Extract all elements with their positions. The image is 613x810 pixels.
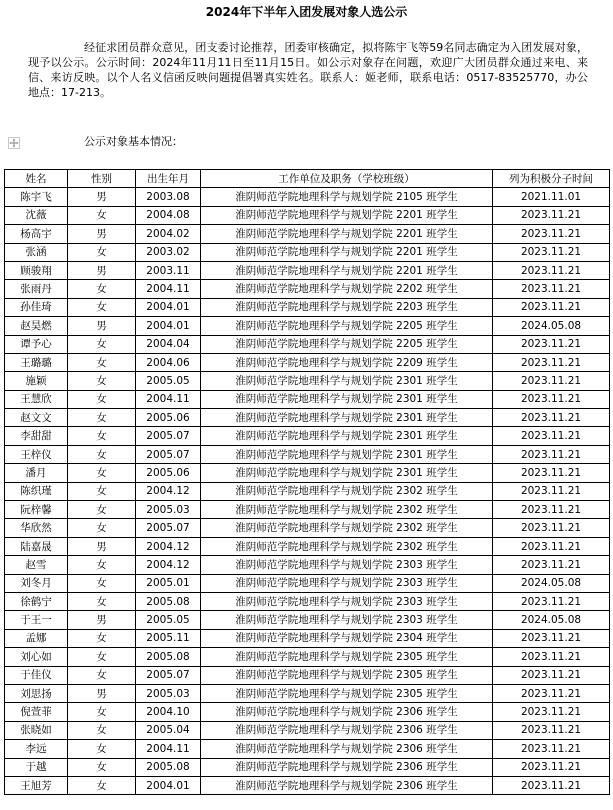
- cell-unit: 淮阴师范学院地理科学与规划学院 2303 班学生: [201, 611, 493, 629]
- cell-birth: 2005.05: [136, 372, 201, 390]
- cell-activist-date: 2023.11.21: [493, 243, 610, 261]
- cell-gender: 男: [68, 317, 136, 335]
- cell-unit: 淮阴师范学院地理科学与规划学院 2306 班学生: [201, 721, 493, 739]
- cell-gender: 女: [68, 574, 136, 592]
- cell-name: 孟娜: [5, 629, 68, 647]
- cell-birth: 2005.04: [136, 721, 201, 739]
- cell-activist-date: 2023.11.21: [493, 261, 610, 279]
- table-row: [5, 758, 610, 776]
- cell-birth: 2004.01: [136, 776, 201, 794]
- cell-activist-date: 2023.11.21: [493, 629, 610, 647]
- table-row: [5, 703, 610, 721]
- table-row: [5, 243, 610, 261]
- table-header-row: [5, 170, 610, 188]
- cell-birth: 2005.06: [136, 464, 201, 482]
- cell-activist-date: 2023.11.21: [493, 684, 610, 702]
- table-row: [5, 740, 610, 758]
- cell-name: 于佳仪: [5, 666, 68, 684]
- cell-activist-date: 2023.11.21: [493, 740, 610, 758]
- table-row: [5, 427, 610, 445]
- cell-birth: 2003.08: [136, 188, 201, 206]
- cell-birth: 2005.01: [136, 574, 201, 592]
- cell-name: 陈织瑾: [5, 482, 68, 500]
- cell-gender: 女: [68, 298, 136, 316]
- cell-unit: 淮阴师范学院地理科学与规划学院 2302 班学生: [201, 501, 493, 519]
- cell-unit: 淮阴师范学院地理科学与规划学院 2303 班学生: [201, 574, 493, 592]
- cell-name: 顾骏翔: [5, 261, 68, 279]
- cell-unit: 淮阴师范学院地理科学与规划学院 2201 班学生: [201, 243, 493, 261]
- cell-unit: 淮阴师范学院地理科学与规划学院 2306 班学生: [201, 740, 493, 758]
- table-row: [5, 592, 610, 610]
- cell-name: 李甜甜: [5, 427, 68, 445]
- cell-activist-date: 2023.11.21: [493, 666, 610, 684]
- table-row: [5, 335, 610, 353]
- cell-birth: 2004.12: [136, 556, 201, 574]
- cell-unit: 淮阴师范学院地理科学与规划学院 2303 班学生: [201, 556, 493, 574]
- cell-birth: 2005.08: [136, 648, 201, 666]
- cell-gender: 女: [68, 206, 136, 224]
- cell-gender: 男: [68, 261, 136, 279]
- cell-activist-date: 2023.11.21: [493, 409, 610, 427]
- cell-activist-date: 2023.11.21: [493, 225, 610, 243]
- cell-activist-date: 2023.11.21: [493, 592, 610, 610]
- cell-activist-date: 2023.11.21: [493, 556, 610, 574]
- cell-unit: 淮阴师范学院地理科学与规划学院 2306 班学生: [201, 758, 493, 776]
- cell-activist-date: 2023.11.21: [493, 298, 610, 316]
- cell-gender: 女: [68, 390, 136, 408]
- cell-activist-date: 2023.11.21: [493, 335, 610, 353]
- table-row: [5, 298, 610, 316]
- cell-gender: 女: [68, 776, 136, 794]
- cell-gender: 女: [68, 335, 136, 353]
- cell-name: 王旭芳: [5, 776, 68, 794]
- cell-birth: 2004.12: [136, 537, 201, 555]
- cell-birth: 2004.11: [136, 280, 201, 298]
- cell-gender: 男: [68, 537, 136, 555]
- table-row: [5, 464, 610, 482]
- cell-name: 王璐璐: [5, 353, 68, 371]
- table-row: [5, 684, 610, 702]
- table-row: [5, 225, 610, 243]
- cell-activist-date: 2021.11.01: [493, 188, 610, 206]
- cell-birth: 2004.04: [136, 335, 201, 353]
- cell-gender: 男: [68, 225, 136, 243]
- cell-name: 刘心如: [5, 648, 68, 666]
- cell-name: 陈宇飞: [5, 188, 68, 206]
- header-birth: 出生年月: [136, 170, 201, 188]
- cell-gender: 女: [68, 445, 136, 463]
- cell-unit: 淮阴师范学院地理科学与规划学院 2306 班学生: [201, 703, 493, 721]
- cell-gender: 男: [68, 684, 136, 702]
- section-heading: 公示对象基本情况：: [84, 135, 183, 148]
- cell-unit: 淮阴师范学院地理科学与规划学院 2306 班学生: [201, 776, 493, 794]
- cell-birth: 2004.12: [136, 482, 201, 500]
- cell-unit: 淮阴师范学院地理科学与规划学院 2201 班学生: [201, 206, 493, 224]
- cell-gender: 男: [68, 611, 136, 629]
- table-row: [5, 574, 610, 592]
- cell-birth: 2005.06: [136, 409, 201, 427]
- cell-activist-date: 2023.11.21: [493, 206, 610, 224]
- cell-unit: 淮阴师范学院地理科学与规划学院 2305 班学生: [201, 684, 493, 702]
- cell-name: 杨高宇: [5, 225, 68, 243]
- cell-birth: 2004.08: [136, 206, 201, 224]
- cell-unit: 淮阴师范学院地理科学与规划学院 2209 班学生: [201, 353, 493, 371]
- cell-unit: 淮阴师范学院地理科学与规划学院 2301 班学生: [201, 427, 493, 445]
- candidates-table: [4, 169, 610, 795]
- cell-activist-date: 2024.05.08: [493, 574, 610, 592]
- cell-birth: 2003.11: [136, 261, 201, 279]
- cell-name: 王慧欣: [5, 390, 68, 408]
- cell-gender: 女: [68, 427, 136, 445]
- header-activist-date: 列为积极分子时间: [493, 170, 610, 188]
- cell-unit: 淮阴师范学院地理科学与规划学院 2301 班学生: [201, 445, 493, 463]
- table-row: [5, 390, 610, 408]
- cell-name: 王梓仪: [5, 445, 68, 463]
- cell-name: 李远: [5, 740, 68, 758]
- cell-name: 赵雪: [5, 556, 68, 574]
- cell-birth: 2004.01: [136, 317, 201, 335]
- cell-unit: 淮阴师范学院地理科学与规划学院 2303 班学生: [201, 592, 493, 610]
- cell-activist-date: 2023.11.21: [493, 427, 610, 445]
- table-row: [5, 188, 610, 206]
- cell-gender: 女: [68, 501, 136, 519]
- cell-activist-date: 2023.11.21: [493, 519, 610, 537]
- table-row: [5, 353, 610, 371]
- cell-birth: 2005.07: [136, 427, 201, 445]
- cell-unit: 淮阴师范学院地理科学与规划学院 2203 班学生: [201, 298, 493, 316]
- cell-gender: 女: [68, 280, 136, 298]
- table-row: [5, 776, 610, 794]
- table-row: [5, 445, 610, 463]
- table-row: [5, 409, 610, 427]
- cell-birth: 2004.02: [136, 225, 201, 243]
- table-anchor-icon: [8, 137, 20, 149]
- table-row: [5, 482, 610, 500]
- table-row: [5, 501, 610, 519]
- cell-name: 刘冬月: [5, 574, 68, 592]
- cell-unit: 淮阴师范学院地理科学与规划学院 2302 班学生: [201, 537, 493, 555]
- cell-activist-date: 2023.11.21: [493, 721, 610, 739]
- cell-activist-date: 2024.05.08: [493, 317, 610, 335]
- table-row: [5, 629, 610, 647]
- table-row: [5, 206, 610, 224]
- cell-name: 徐鹤宁: [5, 592, 68, 610]
- cell-birth: 2005.07: [136, 519, 201, 537]
- cell-activist-date: 2023.11.21: [493, 703, 610, 721]
- cell-name: 赵文文: [5, 409, 68, 427]
- cell-gender: 女: [68, 372, 136, 390]
- cell-unit: 淮阴师范学院地理科学与规划学院 2305 班学生: [201, 648, 493, 666]
- cell-gender: 女: [68, 482, 136, 500]
- cell-unit: 淮阴师范学院地理科学与规划学院 2301 班学生: [201, 409, 493, 427]
- cell-name: 华欣然: [5, 519, 68, 537]
- cell-gender: 女: [68, 721, 136, 739]
- cell-activist-date: 2023.11.21: [493, 372, 610, 390]
- cell-gender: 女: [68, 409, 136, 427]
- table-row: [5, 648, 610, 666]
- cell-activist-date: 2023.11.21: [493, 537, 610, 555]
- cell-gender: 女: [68, 519, 136, 537]
- table-row: [5, 556, 610, 574]
- cell-gender: 女: [68, 464, 136, 482]
- cell-unit: 淮阴师范学院地理科学与规划学院 2301 班学生: [201, 372, 493, 390]
- cell-unit: 淮阴师范学院地理科学与规划学院 2105 班学生: [201, 188, 493, 206]
- cell-birth: 2005.07: [136, 445, 201, 463]
- cell-birth: 2004.11: [136, 740, 201, 758]
- table-row: [5, 519, 610, 537]
- cell-unit: 淮阴师范学院地理科学与规划学院 2301 班学生: [201, 390, 493, 408]
- cell-activist-date: 2023.11.21: [493, 776, 610, 794]
- cell-activist-date: 2023.11.21: [493, 501, 610, 519]
- cell-birth: 2005.03: [136, 684, 201, 702]
- cell-name: 于越: [5, 758, 68, 776]
- table-row: [5, 666, 610, 684]
- cell-unit: 淮阴师范学院地理科学与规划学院 2201 班学生: [201, 225, 493, 243]
- cell-activist-date: 2023.11.21: [493, 353, 610, 371]
- cell-gender: 男: [68, 188, 136, 206]
- cell-unit: 淮阴师范学院地理科学与规划学院 2205 班学生: [201, 335, 493, 353]
- cell-birth: 2004.01: [136, 298, 201, 316]
- cell-birth: 2004.10: [136, 703, 201, 721]
- cell-name: 张晓如: [5, 721, 68, 739]
- cell-activist-date: 2023.11.21: [493, 464, 610, 482]
- cell-activist-date: 2023.11.21: [493, 390, 610, 408]
- cell-name: 施颖: [5, 372, 68, 390]
- cell-unit: 淮阴师范学院地理科学与规划学院 2302 班学生: [201, 519, 493, 537]
- table-row: [5, 611, 610, 629]
- cell-gender: 女: [68, 353, 136, 371]
- cell-birth: 2005.08: [136, 758, 201, 776]
- cell-gender: 女: [68, 243, 136, 261]
- cell-gender: 女: [68, 740, 136, 758]
- table-row: [5, 280, 610, 298]
- cell-activist-date: 2023.11.21: [493, 482, 610, 500]
- cell-unit: 淮阴师范学院地理科学与规划学院 2202 班学生: [201, 280, 493, 298]
- cell-activist-date: 2023.11.21: [493, 648, 610, 666]
- cell-activist-date: 2023.11.21: [493, 280, 610, 298]
- cell-unit: 淮阴师范学院地理科学与规划学院 2301 班学生: [201, 464, 493, 482]
- cell-unit: 淮阴师范学院地理科学与规划学院 2201 班学生: [201, 261, 493, 279]
- cell-name: 阮梓馨: [5, 501, 68, 519]
- cell-name: 刘思扬: [5, 684, 68, 702]
- cell-name: 赵昊燃: [5, 317, 68, 335]
- cell-gender: 女: [68, 556, 136, 574]
- cell-gender: 女: [68, 758, 136, 776]
- table-row: [5, 317, 610, 335]
- cell-name: 倪萱菲: [5, 703, 68, 721]
- header-name: 姓名: [5, 170, 68, 188]
- cell-name: 孙佳琦: [5, 298, 68, 316]
- cell-unit: 淮阴师范学院地理科学与规划学院 2205 班学生: [201, 317, 493, 335]
- cell-gender: 女: [68, 703, 136, 721]
- cell-birth: 2005.08: [136, 592, 201, 610]
- header-gender: 性别: [68, 170, 136, 188]
- cell-name: 张雨丹: [5, 280, 68, 298]
- table-row: [5, 721, 610, 739]
- cell-name: 张涵: [5, 243, 68, 261]
- cell-activist-date: 2024.05.08: [493, 611, 610, 629]
- table-row: [5, 261, 610, 279]
- table-row: [5, 372, 610, 390]
- cell-birth: 2005.03: [136, 501, 201, 519]
- cell-activist-date: 2023.11.21: [493, 445, 610, 463]
- cell-birth: 2004.06: [136, 353, 201, 371]
- cell-gender: 女: [68, 648, 136, 666]
- cell-name: 谭予心: [5, 335, 68, 353]
- document-title: 2024年下半年入团发展对象人选公示: [205, 5, 408, 19]
- header-unit: 工作单位及职务（学校班级）: [201, 170, 493, 188]
- cell-activist-date: 2023.11.21: [493, 758, 610, 776]
- cell-unit: 淮阴师范学院地理科学与规划学院 2304 班学生: [201, 629, 493, 647]
- announcement-paragraph: 经征求团员群众意见，团支委讨论推荐，团委审核确定，拟将陈宇飞等59名同志确定为入团发展对象，现予以公示。公示时间：2024年11月11日至11月15日。如公示对象存在问题，欢迎广大团员群众通过来电、来信、来访反映。以个人名义信函反映问题提倡署真实姓名。联系人：姬老师，联系电话：0517-83525770，办公地点：17-213。: [28, 41, 588, 99]
- cell-birth: 2004.11: [136, 390, 201, 408]
- table-row: [5, 537, 610, 555]
- cell-name: 潘月: [5, 464, 68, 482]
- cell-gender: 女: [68, 592, 136, 610]
- cell-name: 沈薇: [5, 206, 68, 224]
- cell-name: 陆嘉晟: [5, 537, 68, 555]
- cell-name: 于王一: [5, 611, 68, 629]
- cell-birth: 2005.11: [136, 629, 201, 647]
- cell-birth: 2005.07: [136, 666, 201, 684]
- cell-gender: 女: [68, 666, 136, 684]
- cell-unit: 淮阴师范学院地理科学与规划学院 2302 班学生: [201, 482, 493, 500]
- cell-unit: 淮阴师范学院地理科学与规划学院 2305 班学生: [201, 666, 493, 684]
- cell-gender: 女: [68, 629, 136, 647]
- cell-birth: 2005.05: [136, 611, 201, 629]
- cell-birth: 2003.02: [136, 243, 201, 261]
